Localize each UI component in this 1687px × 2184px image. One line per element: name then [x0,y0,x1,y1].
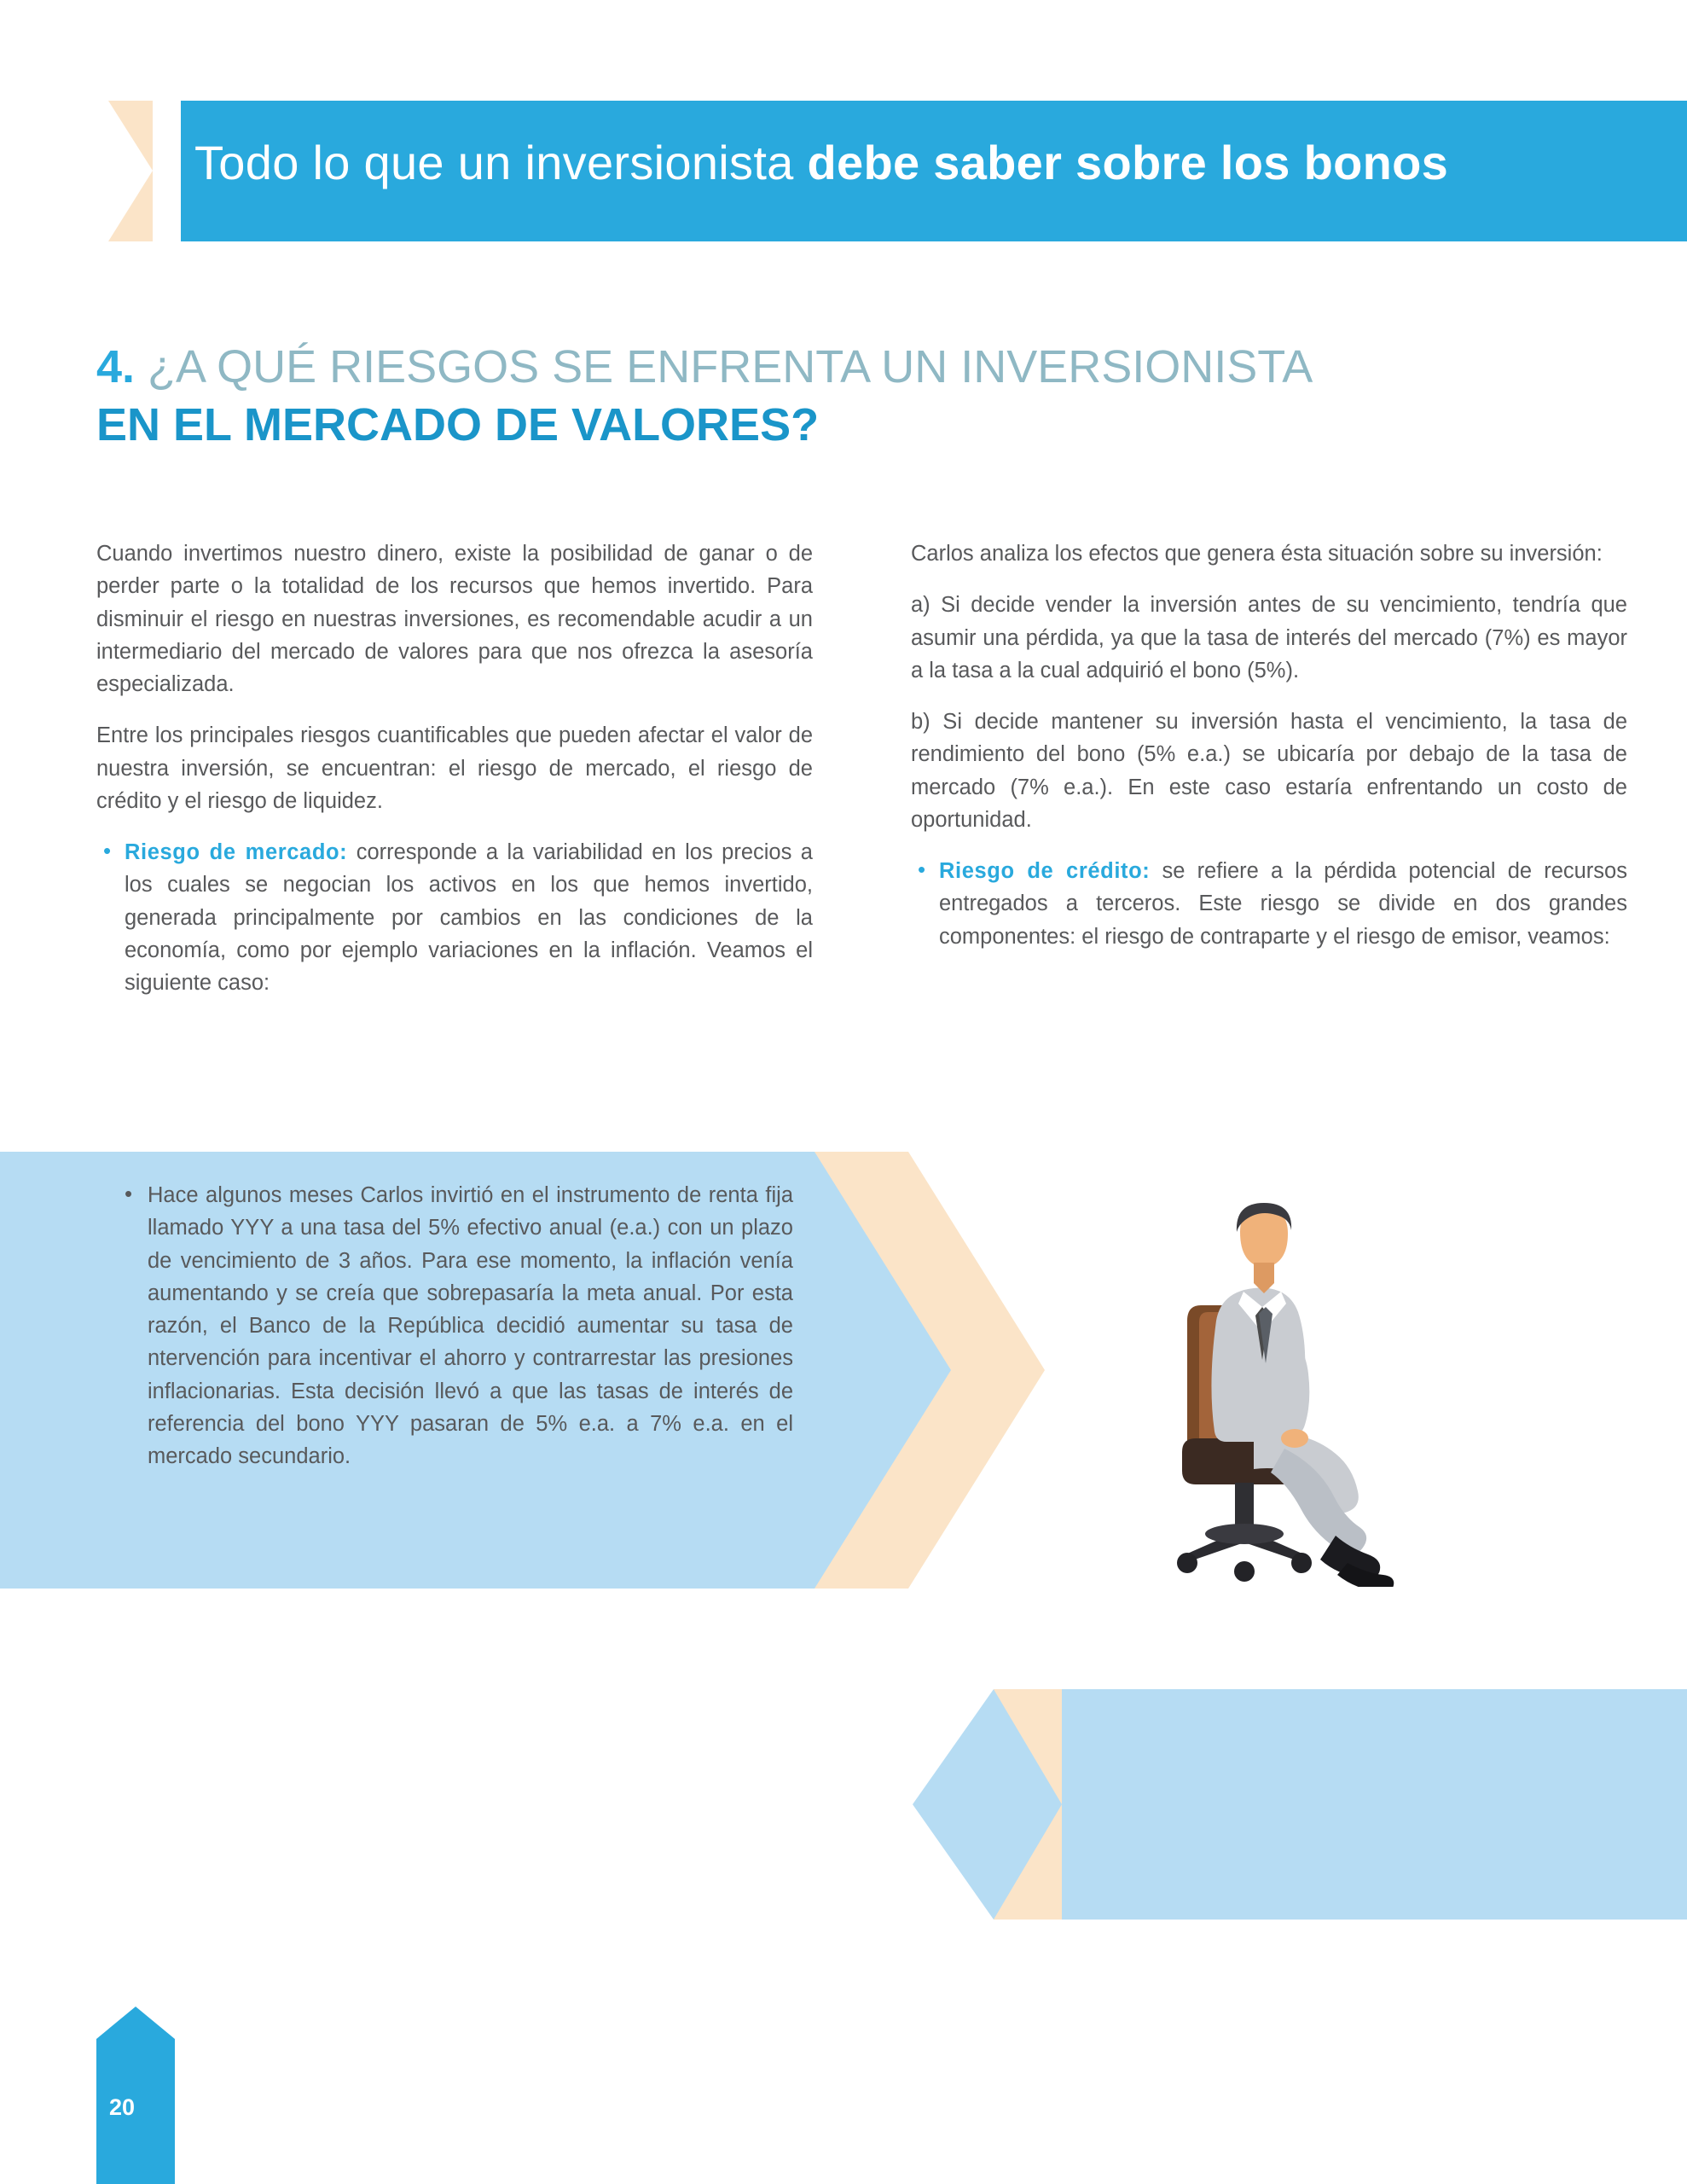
right-bullet-text: se refiere a la pérdida potencial de recursos entregados a terceros. Este riesgo se divide en dos grandes componentes: el riesgo de contraparte y el riesgo de emisor, veamos: [939,859,1627,949]
businessman-sitting-in-office-chair-illustration [1134,1177,1475,1587]
lower-arrow-beige-tip [994,1689,1062,1920]
header-title-bold: debe saber sobre los bonos [807,136,1449,189]
section-heading-line1 [96,341,1546,392]
right-bullet-lead: Riesgo de crédito: [939,859,1151,883]
case-callout-text: • Hace algunos meses Carlos invirtió en el instrumento de renta fija llamado YYY a una tasa del 5% efectivo anual (e.a.) con un plazo de vencimiento de 3 años. Para ese momento, la inflación venía aumentando y se creía que sobrepasaría la meta anual. Por esta razón, el Banco de la República decidió aumentar su tasa de ntervención para incentivar el ahorro y contrarrestar las presiones inflacionarias. Esta decisión llevó a que las tasas de interés de referencia del bono YYY pasaran de 5% e.a. a 7% e.a. en el mercado secundario. [119,1179,793,1472]
left-bullet-lead: Riesgo de mercado: [125,840,348,864]
page-header [0,101,1687,241]
case-study-callout [0,1152,1066,1589]
section-heading-line1-text: ¿A QUÉ RIESGOS SE ENFRENTA UN INVERSIONISTA [135,341,1313,392]
lower-arrow-blue-tip [913,1689,994,1920]
right-paragraph-b: b) Si decide mantener su inversión hasta el vencimiento, la tasa de rendimiento del bono (5% e.a.) se ubicaría por debajo de la tasa de mercado (7% e.a.). En este caso estaría enfrentando un costo de oportunidad. [911,710,1627,832]
left-paragraph-1: Cuando invertimos nuestro dinero, existe la posibilidad de ganar o de perder parte o la totalidad de los recursos que hemos invertido. Para disminuir el riesgo en nuestras inversiones, es recomendable acudir a un intermediario del mercado de valores para que nos ofrezca la asesoría especializada. [96,542,813,696]
header-title-light: Todo lo que un inversionista [194,136,808,189]
right-bullet-riesgo-de-credito [911,855,1627,953]
right-paragraph-a: a) Si decide vender la inversión antes de su vencimiento, tendría que asumir una pérdida, ya que la tasa de interés del mercado (7%) es mayor a la tasa a la cual adquirió el bono (5%). [911,593,1627,682]
left-bullet-riesgo-de-mercado [96,836,813,999]
lower-decorative-arrow [878,1689,1687,1920]
section-heading-line2: EN EL MERCADO DE VALORES? [96,399,820,451]
case-callout-blue-arrow [815,1152,951,1589]
page-number: 20 [109,2094,136,2120]
left-text-column [96,537,813,1018]
page-tab-pointer [96,2007,175,2039]
left-bullet-text: corresponde a la variabilidad en los precios a los cuales se negocian los activos en los que hemos invertido, generada principalmente por cambios en las condiciones de la economía, como por ejemplo variaciones en la inflación. Veamos el siguiente caso: [125,840,813,995]
right-text-column [911,537,1627,972]
right-paragraph-1: Carlos analiza los efectos que genera ésta situación sobre su inversión: [911,542,1603,566]
section-heading [96,341,1546,451]
lower-arrow-body [994,1689,1687,1920]
section-number: 4. [96,341,136,392]
header-title [194,135,1448,190]
header-arrow-tip [108,101,153,241]
page-number-tab [96,2039,175,2184]
left-paragraph-2: Entre los principales riesgos cuantificables que pueden afectar el valor de nuestra inversión, se encuentran: el riesgo de mercado, el riesgo de crédito y el riesgo de liquidez. [96,723,813,813]
